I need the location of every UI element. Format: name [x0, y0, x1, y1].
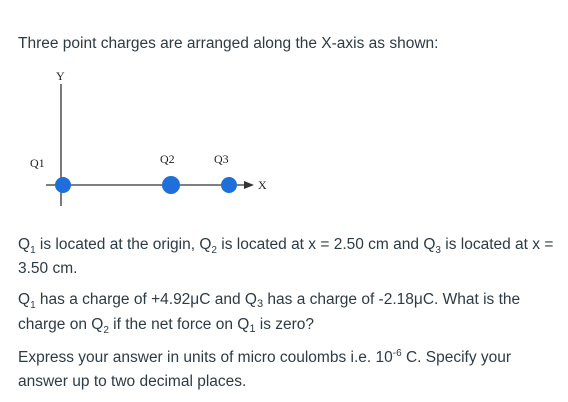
text-run: if the net force on [108, 316, 238, 333]
q-symbol: Q [91, 316, 104, 333]
charge-dot-q1 [55, 177, 71, 193]
text-run: Express your answer in units of micro coulombs i.e. 10 [18, 349, 393, 366]
exponent: -6 [392, 347, 402, 359]
text-run: is located at the origin, [35, 236, 200, 253]
text-run: C. Specify your answer up to two decimal places. [18, 349, 512, 390]
subscript: 2 [211, 245, 217, 257]
x-axis-label: X [258, 178, 267, 192]
charge-label-q3: Q3 [214, 152, 229, 166]
subscript: 1 [30, 245, 36, 257]
subscript: 3 [435, 245, 441, 257]
charge-dot-q3 [221, 177, 237, 193]
text-run: has a charge of +4.92μC and [35, 291, 245, 308]
q-symbol: Q [237, 316, 250, 333]
paragraph-instructions [18, 346, 558, 394]
subscript: 2 [103, 325, 109, 337]
q-symbol: Q [244, 291, 257, 308]
q-symbol: Q [199, 236, 212, 253]
subscript: 1 [30, 300, 36, 312]
text-run: is located at x = 3.50 cm. [18, 236, 554, 277]
q-symbol: Q [18, 291, 31, 308]
paragraph-charges [18, 288, 558, 338]
q-symbol: Q [18, 236, 31, 253]
charge-dot-q2 [162, 176, 180, 194]
subscript: 3 [256, 298, 264, 310]
charge-label-q2: Q2 [160, 152, 175, 166]
x-axis-arrow [244, 181, 254, 189]
text-run: has a charge of -2.18μC. What is the charge on [18, 291, 521, 333]
charge-label-q1: Q1 [30, 156, 45, 170]
text-run: is zero? [255, 316, 315, 333]
intro-text: Three point charges are arranged along the X-axis as shown: [18, 35, 439, 52]
q-symbol: Q [423, 236, 436, 253]
paragraph-positions [18, 233, 558, 281]
y-axis-label: Y [56, 69, 65, 83]
subscript: 1 [249, 323, 256, 335]
text-run: is located at x = 2.50 cm and [216, 236, 424, 253]
charge-diagram [18, 66, 318, 216]
